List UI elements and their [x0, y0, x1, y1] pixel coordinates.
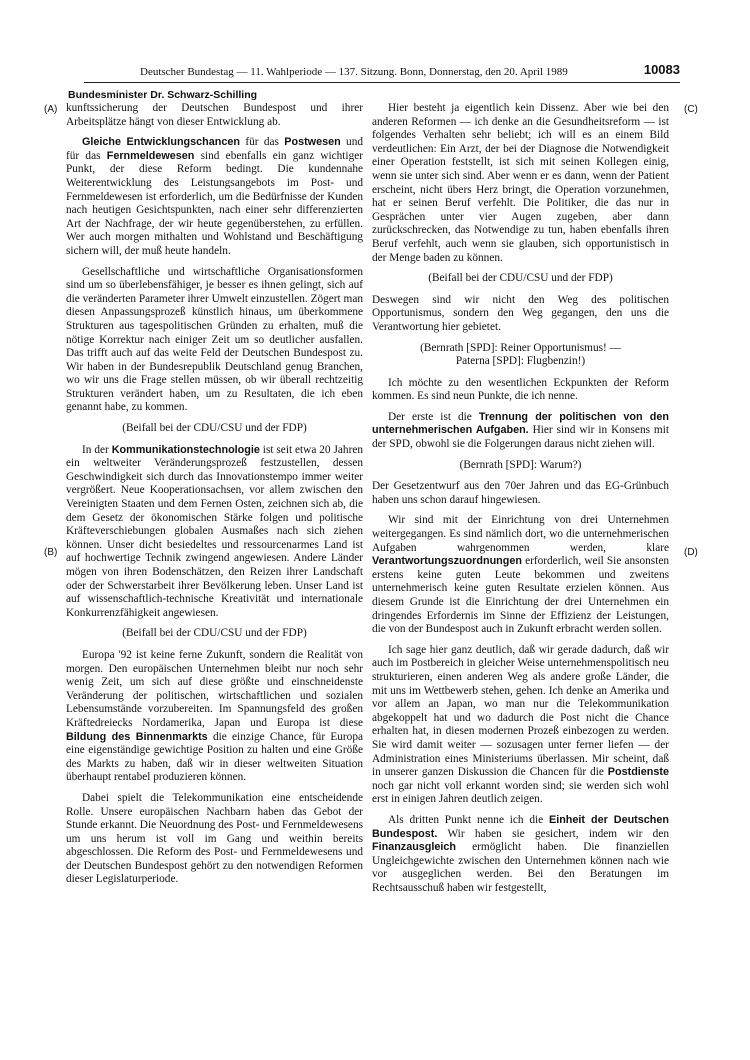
paragraph: Ich sage hier ganz deutlich, daß wir gerade dadurch, daß wir auch im Postbereich in gleicher Weise unternehmenspolitisch neu strukturieren, einen anderen Weg als andere große Länder, die mit uns im Wettbewerb stehen, gehen. Ich denke an Amerika und vor allem an Japan, wo man nur die Telekommunikation abgekoppelt hat und wo dadurch die Post nicht die Chance erhalten hat, in diesen modernen Prozeß einbezogen zu werden. Sie wird damit weiter — sozusagen unter ferner liefen — der Administration eines Ministeriums überlassen. Mir scheint, daß in unserer ganzen Diskussion die Chancen für die Postdienste noch gar nicht voll erkannt worden sind; sie werden sich wohl erst in einigen Jahren deutlich zeigen. — [372, 643, 669, 806]
paragraph: Gesellschaftliche und wirtschaftliche Organisationsformen sind um so überlebensfähiger, je besser es ihnen gelingt, sich auf die veränderten Parameter ihrer Umwelt einzustellen. Zögert man diesen Anpassungsprozeß künstlich hinaus, um überkommene Strukturen aus tagespolitischen Gründen zu erhalten, muß die nötige Korrektur nach einiger Zeit um so deutlicher ausfallen. Das trifft auch auf das weite Feld der Deutschen Bundespost zu. Wir haben in der Bundesrepublik Deutschland genug Branchen, wo wir uns die Frage stellen müssen, ob wir überall rechtzeitig Strukturen verändert haben, um zu Resultaten, die ich eben genannt habe, zu kommen. — [66, 265, 363, 414]
emphasis: Fernmeldewesen — [106, 149, 195, 162]
paragraph: kunftssicherung der Deutschen Bundespost und ihrer Arbeitsplätze hängt von dieser Entwicklung ab. — [66, 102, 363, 128]
interjection: (Bernrath [SPD]: Warum?) — [459, 458, 582, 471]
paragraph: In der Kommunikationstechnologie ist seit etwa 20 Jahren ein weltweiter Veränderungsprozeß festzustellen, dessen Geschwindigkeit sich durch das Innovationstempo immer weiter vergrößert. Neue Kooperationsachsen, vor allem zwischen den Vereinigten Staaten und dem Fernen Osten, zeichnen sich ab, die dem Gesetz der ökonomischen Stärke folgen und politische Kräfteverschiebungen globalen Ausmaßes nach sich ziehen können. Unser dicht besiedeltes und ressourcenarmes Land ist auf hochwertige Technik zwingend angewiesen. Andere Länder mögen von ihren Bodenschätzen, den Reizen ihrer Landschaft oder der Schwerstarbeit ihrer Bevölkerung leben. Unser Land ist auf wissenschaftlich-technische Kreativität und internationale Konkurrenzfähigkeit angewiesen. — [66, 443, 363, 619]
paragraph: Deswegen sind wir nicht den Weg des politischen Opportunismus, sondern den Weg gegangen, den uns die Verantwortung hier gebietet. — [372, 293, 669, 333]
emphasis: Finanzausgleich — [372, 841, 456, 854]
applause-note: (Beifall bei der CDU/CSU und der FDP) — [122, 627, 307, 640]
margin-mark-b: (B) — [44, 547, 58, 558]
interjection: (Bernrath [SPD]: Reiner Opportunismus! — Paterna [SPD]: Flugbenzin!) — [420, 341, 621, 368]
paragraph: Wir sind mit der Einrichtung von drei Unternehmen weitergegangen. Es sind nämlich dort, wo die unternehmerischen Aufgaben wahrgenommen werden, klare Verantwortungszuordnungen erforderlich, weil Sie ansonsten erstens keine guten Leute bekommen und zweitens unternehmerisch keine guten Resultate erzielen können. Aus diesem Grunde ist die Einrichtung der drei Unternehmen ein dringendes Erfordernis im Sinne der Effizienz der Leistungen, die von der Bundespost auch in Zukunft erbracht werden sollen. — [372, 514, 669, 636]
paragraph: Dabei spielt die Telekommunikation eine entscheidende Rolle. Unsere europäischen Nachbarn haben das Gebot der Stunde erkannt. Die Neuordnung des Post- und Fernmeldewesens um uns herum ist voll im Gang und weithin bereits abgeschlossen. Die Reform des Post- und Fernmeldewesens und der Deutschen Bundespost gehört zu den notwendigen Reformen dieser Legislaturperiode. — [66, 791, 363, 886]
running-header: Deutscher Bundestag — 11. Wahlperiode — 137. Sitzung. Bonn, Donnerstag, den 20. April 1989 — [140, 66, 568, 78]
paragraph: Ich möchte zu den wesentlichen Eckpunkten der Reform kommen. Es sind neun Punkte, die ich nenne. — [372, 376, 669, 403]
emphasis: Bildung des Binnenmarkts — [66, 730, 208, 743]
emphasis: Einheit der Deutschen Bundespost. — [372, 813, 669, 840]
applause-note: (Beifall bei der CDU/CSU und der FDP) — [122, 422, 307, 435]
paragraph: Als dritten Punkt nenne ich die Einheit der Deutschen Bundespost. Wir haben sie gesichert, indem wir den Finanzausgleich ermöglicht haben. Die finanziellen Ungleichgewichte zwischen den Unternehmen können nach wie vor ausgeglichen werden. Bei den Beratungen im Rechtsausschuß haben wir festgestellt, — [372, 813, 669, 894]
speaker-name: Bundesminister Dr. Schwarz-Schilling — [68, 89, 258, 101]
emphasis: Postwesen — [284, 136, 341, 149]
emphasis: Trennung der politischen von den unternehmerischen Aufgaben. — [372, 410, 669, 437]
paragraph: Gleiche Entwicklungschancen für das Postwesen und für das Fernmeldewesen sind ebenfalls ein ganz wichtiger Punkt, der diese Reform bedingt. Die kundennahe Weiterentwicklung des Leistungsangebots im Post- und Fernmeldewesen ist erforderlich, um die Bedürfnisse der Kunden nach heutigen Gesichtspunkten, nach einer sehr differenzierten Art der Nachfrage, der wir heute gegenüberstehen, zu erfüllen. Wer auch morgen mithalten und Wohlstand und Beschäftigung sichern will, der muß heute handeln. — [66, 136, 363, 257]
emphasis: Gleiche Entwicklungschancen — [82, 136, 240, 149]
emphasis: Verantwortungszuordnungen — [372, 555, 522, 568]
page-number: 10083 — [643, 62, 680, 77]
margin-mark-c: (C) — [684, 104, 698, 115]
right-column — [372, 102, 669, 1022]
emphasis: Postdienste — [607, 766, 669, 779]
paragraph: Der erste ist die Trennung der politischen von den unternehmerischen Aufgaben. Hier sind wir in Konsens mit der SPD, obwohl sie die Folgerungen daraus nicht ziehen will. — [372, 410, 669, 451]
paragraph: Europa '92 ist keine ferne Zukunft, sondern die Realität von morgen. Den europäischen Unternehmen bleibt nur noch sehr wenig Zeit, um sich auf diese größte und einschneidenste Veränderung der politischen, wirtschaftlichen und sozialen Lebensumstände vorzubereiten. Im Spannungsfeld des großen Kräftedreiecks Nordamerika, Japan und Europa ist diese Bildung des Binnenmarkts die einzige Chance, für Europa eine eigenständige gewichtige Position zu halten und eine Größe des Markts zu haben, daß wir in dieser weltweiten Situation überhaupt rentabel produzieren können. — [66, 648, 363, 784]
page-header — [84, 62, 680, 83]
margin-mark-a: (A) — [44, 104, 58, 115]
margin-mark-d: (D) — [684, 547, 698, 558]
paragraph: Hier besteht ja eigentlich kein Dissenz. Aber wie bei den anderen Reformen — ich denke an die Gesundheitsreform — ist folgendes Verhalten sehr beliebt; ich will es an einem Bild verdeutlichen: Ein Arzt, der bei der Diagnose die Notwendigkeit einer Operation feststellt, ist sich mit seinen Kollegen einig, wenn sie unter sich sind. Aber wenn er es dann, wenn der Patient erscheint, nicht übers Herz bringt, die Operation vorzunehmen, hat er seinen Beruf verfehlt. Die Politiker, die das nur in Gesprächen unter vier Augen zugeben, aber dann zurückschrecken, das Notwendige zu tun, haben ebenfalls ihren Beruf verfehlt, auch wenn sie glauben, sich opportunistisch in der Menge baden zu können. — [372, 102, 669, 264]
paragraph: Der Gesetzentwurf aus den 70er Jahren und das EG-Grünbuch haben uns schon darauf hingewiesen. — [372, 480, 669, 506]
left-column — [66, 102, 363, 1022]
applause-note: (Beifall bei der CDU/CSU und der FDP) — [428, 272, 613, 285]
emphasis: Kommunikationstechnologie — [111, 443, 260, 456]
